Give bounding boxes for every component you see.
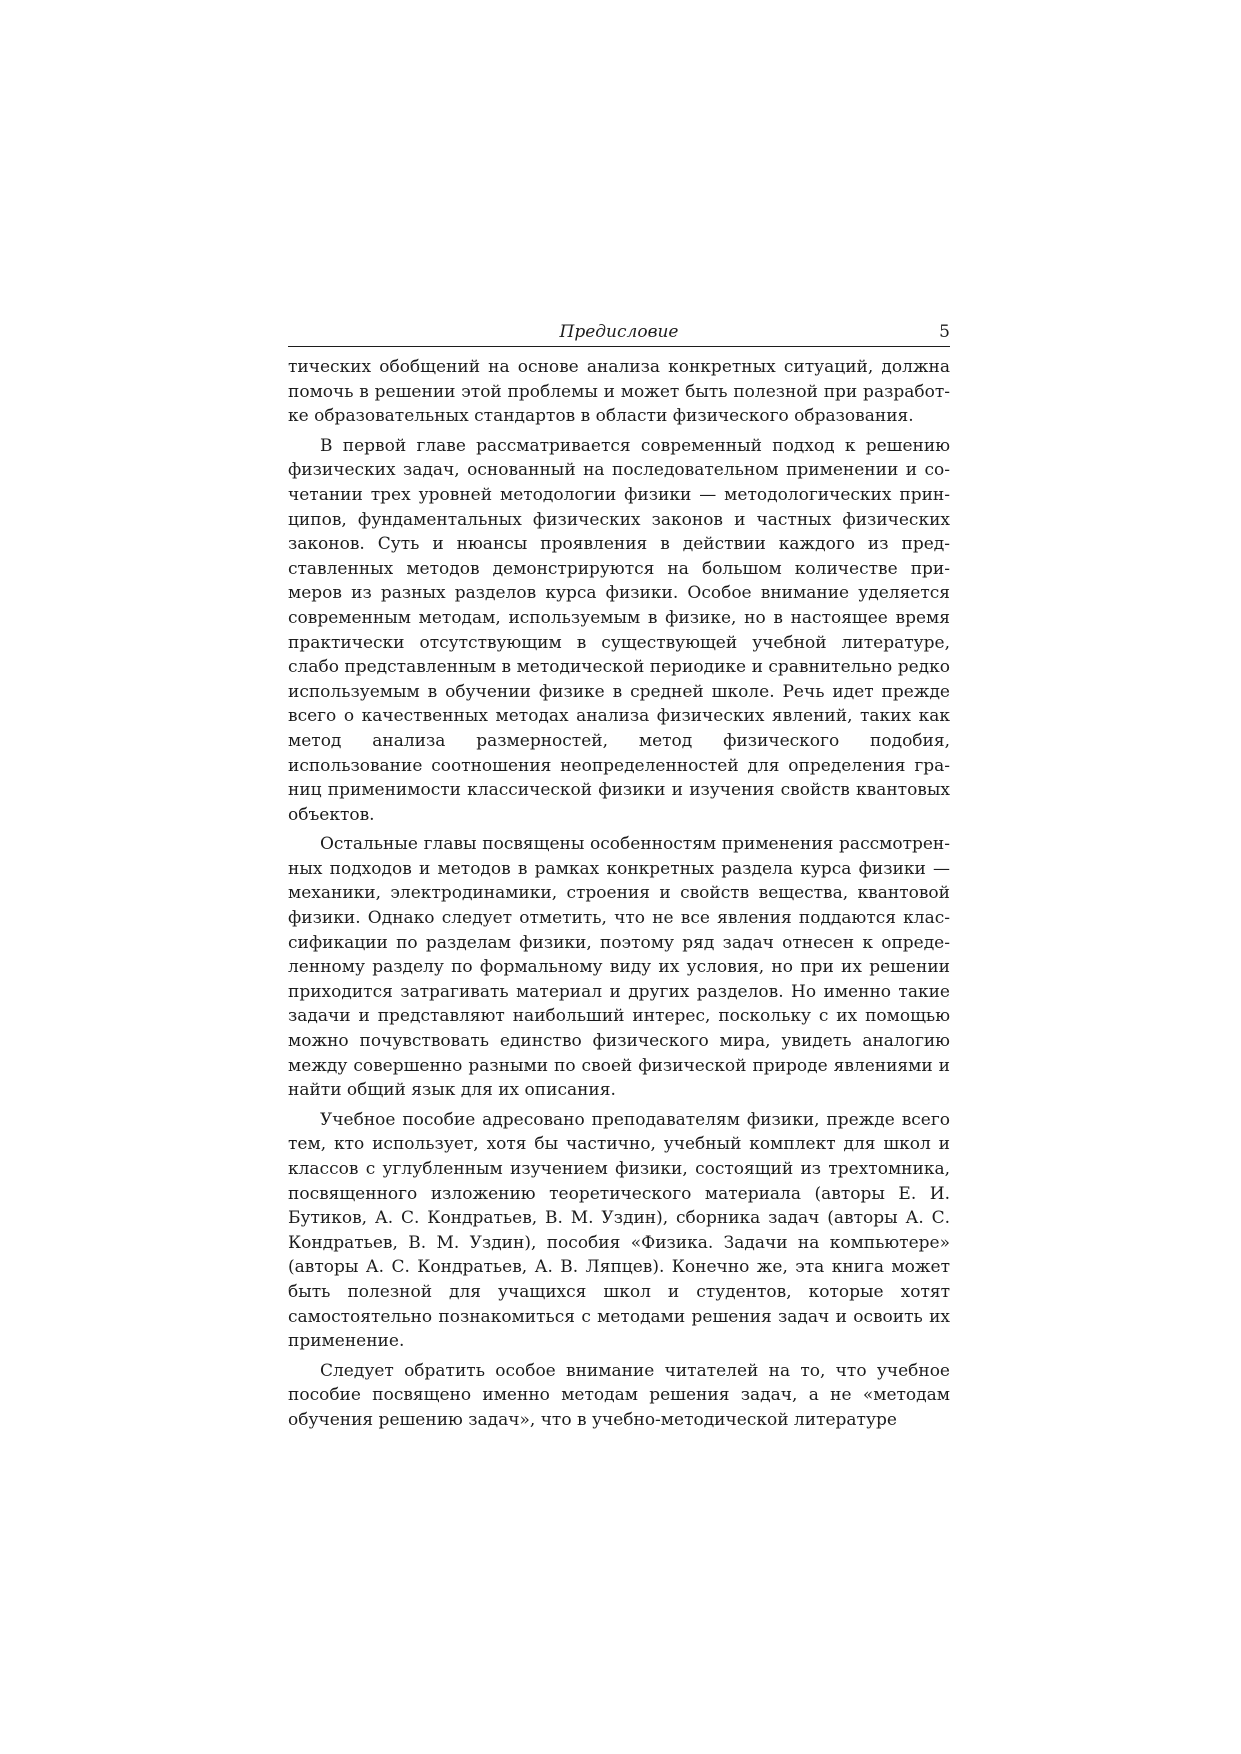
paragraph-other-chapters: Остальные главы посвящены особенностям применения рассмотренных подходов и методов в рамках конкретных раздела курса физики — механики, электродинамики, строения и свойств вещества, квантовой физики. Однако следует отметить, что не все явления поддаются классификации по разделам физики, поэтому ряд задач отнесен к определенному разделу по формальному виду их условия, но при их решении приходится затрагивать материал и других разделов. Но именно такие задачи и представляют наибольший интерес, поскольку с их помощью можно почувствовать единство физического мира, увидеть аналогию между совершенно разными по своей физической природе явлениями и найти общий язык для их описания.: [288, 834, 950, 1101]
running-head: [288, 320, 950, 347]
paragraph-audience: Учебное пособие адресовано преподавателям физики, прежде всего тем, кто использует, хотя бы частично, учебный комплект для школ и классов с углубленным изучением физики, состоящий из трехтомника, посвященного изложению теоретического материала (авторы Е. И. Бутиков, А. С. Кондратьев, В. М. Уздин), сборника задач (авторы А. С. Кондратьев, В. М. Уздин), пособия «Физика. Задачи на компьютере» (авторы А. С. Кондратьев, А. В. Ляпцев). Конечно же, эта книга может быть полезной для учащихся школ и студентов, которые хотят самостоятельно познакомиться с методами решения задач и освоить их применение.: [288, 1109, 950, 1352]
paragraph-note: Следует обратить особое внимание читателей на то, что учебное пособие посвящено именно методам решения задач, а не «методам обучения решению задач», что в учебно-методической литературе: [288, 1360, 950, 1430]
running-title: Предисловие: [559, 322, 679, 342]
body-text: [288, 355, 950, 1433]
paragraph-continued: тических обобщений на основе анализа конкретных ситуаций, должна помочь в решении этой проблемы и может быть полезной при разработке образовательных стандартов в области физического образования.: [288, 357, 950, 427]
book-page: [288, 320, 950, 1438]
page-number: 5: [939, 322, 950, 342]
paragraph-first-chapter: В первой главе рассматривается современный подход к решению физических задач, основанный на последовательном применении и сочетании трех уровней методологии физики — методологических принципов, фундаментальных физических законов и частных физических законов. Суть и нюансы проявления в действии каждого из представленных методов демонстрируются на большом количестве примеров из разных разделов курса физики. Особое внимание уделяется современным методам, используемым в физике, но в настоящее время практически отсутствующим в существующей учебной литературе, слабо представленным в методической периодике и сравнительно редко используемым в обучении физике в средней школе. Речь идет прежде всего о качественных методах анализа физических явлений, таких как метод анализа размерностей, метод физического подобия, использование соотношения неопределенностей для определения границ применимости классической физики и изучения свойств квантовых объектов.: [288, 435, 950, 825]
